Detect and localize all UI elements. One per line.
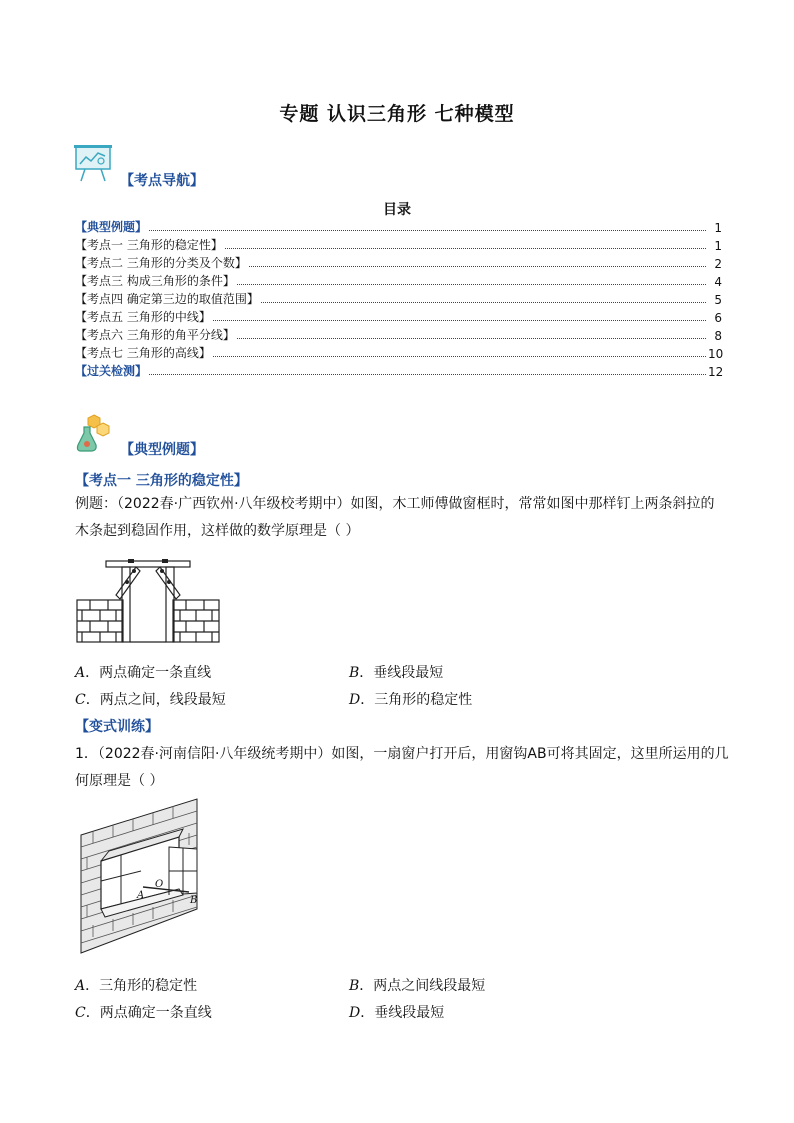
- toc-item-label: 【典型例题】: [75, 220, 148, 234]
- variant-training-heading: 【变式训练】: [75, 719, 159, 735]
- toc-leader-dots: [149, 230, 706, 231]
- toc-heading: 目录: [383, 202, 411, 218]
- kaodian-1-heading: 【考点一 三角形的稳定性】: [75, 473, 248, 489]
- example-option-b: B．垂线段最短: [349, 665, 444, 681]
- example-option-c: C．两点之间，线段最短: [75, 692, 226, 708]
- example-line-1: 例题：（2022春·广西钦州·八年级校考期中）如图，木工师傅做窗框时，常常如图中那样钉上两条斜拉的: [75, 496, 715, 512]
- toc-item[interactable]: [75, 325, 722, 343]
- window-figure: [79, 797, 211, 955]
- toc-item-page: 4: [714, 275, 722, 289]
- table-of-contents: [75, 217, 722, 379]
- q1-option-a: A．三角形的稳定性: [75, 978, 198, 994]
- toc-item-page: 2: [714, 257, 722, 271]
- fig-label-o: O: [155, 879, 164, 890]
- toc-item-label: 【考点一 三角形的稳定性】: [75, 238, 223, 252]
- presentation-board-icon: [73, 143, 113, 183]
- toc-item-page: 1: [714, 239, 722, 253]
- toc-item-page: 6: [714, 311, 722, 325]
- toc-leader-dots: [225, 248, 706, 249]
- toc-item-page: 12: [708, 365, 724, 379]
- q1-option-d: D．垂线段最短: [349, 1005, 445, 1021]
- example-question: [75, 491, 735, 545]
- example-option-a: A．两点确定一条直线: [75, 665, 212, 681]
- toc-item[interactable]: [75, 253, 722, 271]
- question-1-line-1: 1．（2022春·河南信阳·八年级统考期中）如图，一扇窗户打开后，用窗钩AB可将其固定，这里所运用的几: [75, 746, 729, 762]
- example-option-d: D．三角形的稳定性: [349, 692, 473, 708]
- toc-leader-dots: [237, 338, 706, 339]
- toc-item[interactable]: [75, 343, 722, 361]
- fig-label-a: A: [137, 890, 145, 901]
- flask-icon: [73, 413, 113, 453]
- q1-option-c: C．两点确定一条直线: [75, 1005, 212, 1021]
- toc-item-page: 1: [714, 221, 722, 235]
- toc-item-label: 【过关检测】: [75, 364, 148, 378]
- toc-item-page: 10: [708, 347, 724, 361]
- toc-item-page: 8: [714, 329, 722, 343]
- toc-item[interactable]: [75, 289, 722, 307]
- toc-leader-dots: [237, 284, 706, 285]
- toc-item-label: 【考点五 三角形的中线】: [75, 310, 211, 324]
- toc-item[interactable]: [75, 361, 722, 379]
- toc-leader-dots: [261, 302, 706, 303]
- question-1: [75, 741, 735, 795]
- example-line-2: 木条起到稳固作用，这样做的数学原理是（ ）: [75, 523, 360, 539]
- nav-header: 【考点导航】: [120, 173, 204, 189]
- q1-option-b: B．两点之间线段最短: [349, 978, 486, 994]
- toc-item[interactable]: [75, 271, 722, 289]
- toc-item-label: 【考点六 三角形的角平分线】: [75, 328, 235, 342]
- toc-item-label: 【考点三 构成三角形的条件】: [75, 274, 235, 288]
- fig-label-b: B: [190, 895, 198, 906]
- question-1-line-2: 何原理是（ ）: [75, 773, 164, 789]
- toc-leader-dots: [213, 320, 706, 321]
- section-header-dianxing: 【典型例题】: [120, 442, 204, 458]
- toc-item[interactable]: [75, 307, 722, 325]
- door-frame-figure: [76, 557, 220, 645]
- toc-item[interactable]: [75, 217, 722, 235]
- toc-item[interactable]: [75, 235, 722, 253]
- toc-item-label: 【考点四 确定第三边的取值范围】: [75, 292, 259, 306]
- toc-leader-dots: [213, 356, 706, 357]
- toc-item-page: 5: [714, 293, 722, 307]
- page-title: 专题 认识三角形 七种模型: [279, 103, 515, 125]
- toc-item-label: 【考点二 三角形的分类及个数】: [75, 256, 247, 270]
- toc-leader-dots: [149, 374, 706, 375]
- toc-leader-dots: [249, 266, 706, 267]
- toc-item-label: 【考点七 三角形的高线】: [75, 346, 211, 360]
